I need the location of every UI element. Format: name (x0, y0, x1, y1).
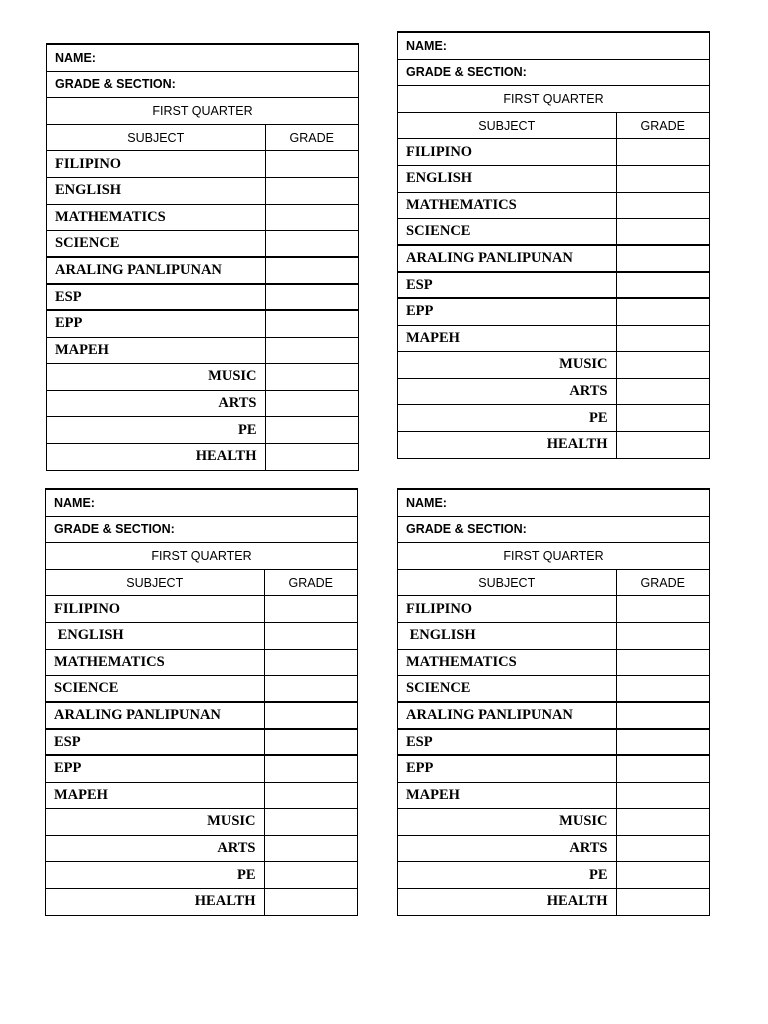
grade-input[interactable] (265, 337, 358, 364)
table-row (398, 596, 709, 623)
report-card-top-left (46, 43, 359, 471)
table-row (398, 809, 709, 836)
subject-label: MAPEH (398, 782, 616, 809)
subject-label: EPP (398, 298, 616, 325)
grade-section-row[interactable] (398, 516, 709, 543)
subject-label: ESP (398, 272, 616, 299)
mapeh-component-label: PE (46, 862, 264, 889)
grade-input[interactable] (265, 231, 358, 258)
table-row (46, 702, 357, 729)
grade-input[interactable] (264, 729, 357, 756)
subject-label: ESP (398, 729, 616, 756)
quarter-label: FIRST QUARTER (398, 543, 709, 570)
header-row (398, 112, 709, 139)
subject-label: MAPEH (47, 337, 265, 364)
table-row (398, 622, 709, 649)
grade-input[interactable] (616, 622, 709, 649)
table-row (47, 231, 358, 258)
grade-input[interactable] (616, 596, 709, 623)
subject-label: ARALING PANLIPUNAN (46, 702, 264, 729)
mapeh-component-label: MUSIC (398, 809, 616, 836)
name-label: NAME: (47, 45, 358, 72)
grade-input[interactable] (616, 649, 709, 676)
grade-header: GRADE (265, 124, 358, 151)
grade-input[interactable] (264, 649, 357, 676)
grade-section-row[interactable] (47, 71, 358, 98)
grade-header: GRADE (264, 569, 357, 596)
mapeh-component-label: ARTS (46, 835, 264, 862)
subject-label: SCIENCE (398, 676, 616, 703)
subject-label: ENGLISH (398, 622, 616, 649)
report-card-bottom-left (45, 488, 358, 916)
grade-input[interactable] (616, 729, 709, 756)
grade-input[interactable] (265, 443, 358, 470)
quarter-label: FIRST QUARTER (47, 98, 358, 125)
mapeh-component-label: HEALTH (47, 443, 265, 470)
grade-input[interactable] (265, 177, 358, 204)
table-row (398, 835, 709, 862)
subject-label: EPP (46, 755, 264, 782)
mapeh-component-label: HEALTH (46, 888, 264, 915)
grade-input[interactable] (264, 888, 357, 915)
subject-label: MATHEMATICS (46, 649, 264, 676)
subject-label: ARALING PANLIPUNAN (47, 257, 265, 284)
subject-label: MATHEMATICS (398, 649, 616, 676)
grade-input[interactable] (616, 755, 709, 782)
table-row (398, 676, 709, 703)
subject-label: FILIPINO (47, 151, 265, 178)
quarter-label: FIRST QUARTER (46, 543, 357, 570)
table-row (398, 165, 709, 192)
table-row (398, 352, 709, 379)
table-row (398, 888, 709, 915)
subject-label: MATHEMATICS (47, 204, 265, 231)
mapeh-component-label: ARTS (398, 378, 616, 405)
grade-input[interactable] (264, 676, 357, 703)
grade-input[interactable] (616, 378, 709, 405)
mapeh-component-label: MUSIC (46, 809, 264, 836)
grade-input[interactable] (265, 204, 358, 231)
header-row (47, 124, 358, 151)
quarter-row (398, 543, 709, 570)
table-row (46, 835, 357, 862)
table-row (398, 272, 709, 299)
subject-label: SCIENCE (47, 231, 265, 258)
name-row[interactable] (398, 490, 709, 517)
grades-table (47, 44, 358, 470)
header-row (46, 569, 357, 596)
grade-input[interactable] (616, 192, 709, 219)
mapeh-component-label: PE (398, 862, 616, 889)
grades-table (398, 489, 709, 915)
grade-input[interactable] (265, 417, 358, 444)
mapeh-component-label: HEALTH (398, 888, 616, 915)
grade-input[interactable] (616, 782, 709, 809)
grade-input[interactable] (616, 888, 709, 915)
grade-input[interactable] (616, 272, 709, 299)
table-row (398, 649, 709, 676)
quarter-row (46, 543, 357, 570)
table-row (46, 888, 357, 915)
quarter-row (398, 86, 709, 113)
table-row (398, 862, 709, 889)
grade-input[interactable] (264, 835, 357, 862)
table-row (47, 310, 358, 337)
grade-input[interactable] (265, 284, 358, 311)
grade-header: GRADE (616, 569, 709, 596)
grade-input[interactable] (264, 702, 357, 729)
grade-input[interactable] (265, 151, 358, 178)
table-row (398, 405, 709, 432)
table-row (47, 443, 358, 470)
name-row[interactable] (46, 490, 357, 517)
grade-input[interactable] (265, 257, 358, 284)
table-row (47, 284, 358, 311)
grade-input[interactable] (616, 139, 709, 166)
table-row (398, 245, 709, 272)
grade-input[interactable] (264, 782, 357, 809)
table-row (398, 782, 709, 809)
grade-section-label: GRADE & SECTION: (398, 516, 709, 543)
table-row (46, 782, 357, 809)
quarter-row (47, 98, 358, 125)
table-row (46, 649, 357, 676)
name-row[interactable] (398, 33, 709, 60)
subject-label: ESP (46, 729, 264, 756)
table-row (47, 177, 358, 204)
table-row (47, 151, 358, 178)
subject-label: FILIPINO (398, 596, 616, 623)
grade-section-row[interactable] (46, 516, 357, 543)
subject-header: SUBJECT (47, 124, 265, 151)
grade-input[interactable] (616, 702, 709, 729)
table-row (398, 755, 709, 782)
table-row (46, 596, 357, 623)
subject-label: FILIPINO (46, 596, 264, 623)
table-row (47, 364, 358, 391)
grade-input[interactable] (616, 809, 709, 836)
grade-input[interactable] (264, 862, 357, 889)
subject-header: SUBJECT (46, 569, 264, 596)
table-row (46, 862, 357, 889)
table-row (398, 298, 709, 325)
table-row (398, 192, 709, 219)
grade-input[interactable] (264, 755, 357, 782)
subject-label: EPP (47, 310, 265, 337)
grade-input[interactable] (616, 862, 709, 889)
header-row (398, 569, 709, 596)
grade-input[interactable] (264, 596, 357, 623)
grade-header: GRADE (616, 112, 709, 139)
table-row (398, 325, 709, 352)
table-row (398, 729, 709, 756)
subject-header: SUBJECT (398, 112, 616, 139)
mapeh-component-label: ARTS (398, 835, 616, 862)
grade-section-row[interactable] (398, 59, 709, 86)
mapeh-component-label: PE (398, 405, 616, 432)
table-row (398, 378, 709, 405)
subject-label: ENGLISH (46, 622, 264, 649)
subject-label: ENGLISH (398, 165, 616, 192)
grade-input[interactable] (616, 405, 709, 432)
report-card-bottom-right (397, 488, 710, 916)
mapeh-component-label: HEALTH (398, 431, 616, 458)
table-row (46, 676, 357, 703)
grades-table (398, 32, 709, 458)
grade-input[interactable] (616, 431, 709, 458)
table-row (398, 702, 709, 729)
subject-label: MAPEH (398, 325, 616, 352)
subject-label: ENGLISH (47, 177, 265, 204)
subject-label: MATHEMATICS (398, 192, 616, 219)
grade-input[interactable] (616, 298, 709, 325)
table-row (46, 755, 357, 782)
grade-input[interactable] (616, 165, 709, 192)
grade-input[interactable] (264, 622, 357, 649)
grades-table (46, 489, 357, 915)
grade-input[interactable] (616, 245, 709, 272)
subject-label: SCIENCE (398, 219, 616, 246)
grade-input[interactable] (616, 676, 709, 703)
grade-input[interactable] (265, 310, 358, 337)
table-row (47, 204, 358, 231)
subject-label: EPP (398, 755, 616, 782)
table-row (47, 257, 358, 284)
grade-input[interactable] (616, 352, 709, 379)
table-row (398, 139, 709, 166)
name-label: NAME: (398, 490, 709, 517)
mapeh-component-label: MUSIC (47, 364, 265, 391)
name-label: NAME: (46, 490, 357, 517)
table-row (398, 219, 709, 246)
subject-label: SCIENCE (46, 676, 264, 703)
subject-header: SUBJECT (398, 569, 616, 596)
grade-input[interactable] (616, 325, 709, 352)
table-row (47, 337, 358, 364)
subject-label: MAPEH (46, 782, 264, 809)
table-row (46, 729, 357, 756)
subject-label: ARALING PANLIPUNAN (398, 245, 616, 272)
grade-input[interactable] (265, 364, 358, 391)
quarter-label: FIRST QUARTER (398, 86, 709, 113)
report-card-top-right (397, 31, 710, 459)
subject-label: FILIPINO (398, 139, 616, 166)
mapeh-component-label: MUSIC (398, 352, 616, 379)
subject-label: ESP (47, 284, 265, 311)
grade-section-label: GRADE & SECTION: (47, 71, 358, 98)
mapeh-component-label: PE (47, 417, 265, 444)
table-row (46, 809, 357, 836)
table-row (398, 431, 709, 458)
grade-input[interactable] (264, 809, 357, 836)
table-row (47, 417, 358, 444)
subject-label: ARALING PANLIPUNAN (398, 702, 616, 729)
grade-section-label: GRADE & SECTION: (398, 59, 709, 86)
grade-input[interactable] (616, 835, 709, 862)
grade-input[interactable] (265, 390, 358, 417)
grade-section-label: GRADE & SECTION: (46, 516, 357, 543)
grade-input[interactable] (616, 219, 709, 246)
mapeh-component-label: ARTS (47, 390, 265, 417)
table-row (46, 622, 357, 649)
table-row (47, 390, 358, 417)
name-row[interactable] (47, 45, 358, 72)
name-label: NAME: (398, 33, 709, 60)
